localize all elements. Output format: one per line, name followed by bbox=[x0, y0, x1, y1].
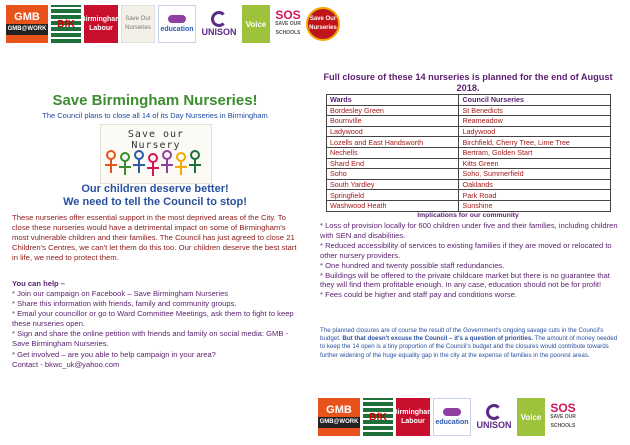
labour-logo bbox=[80, 5, 122, 43]
ward-cell: Bournville bbox=[327, 116, 459, 127]
unison-swirl-icon bbox=[211, 11, 227, 27]
unison-logo-text: UNISON bbox=[476, 420, 512, 430]
deserve-heading: Our children deserve better! bbox=[81, 183, 229, 195]
table-row bbox=[327, 190, 611, 201]
gmb-logo bbox=[6, 5, 48, 43]
education-dots-icon bbox=[168, 15, 186, 23]
implication-item: * One hundred and twenty possible staff redundancies. bbox=[320, 260, 505, 270]
voice-logo bbox=[517, 398, 545, 436]
nursery-cell: Soho, Summerfield bbox=[459, 169, 611, 180]
help-item: * Sign and share the online petition with friends and family on social media: GMB - Save Birmingham Nurseries. bbox=[12, 329, 289, 349]
nursery-cell: St Benedicts bbox=[459, 105, 611, 116]
closing-paragraph bbox=[320, 327, 620, 360]
table-row bbox=[327, 147, 611, 158]
labour-logo-text: Birmingham Labour bbox=[80, 16, 122, 32]
implication-item: * Loss of provision locally for 600 children under five and their families, including children with SEN and disabilities. bbox=[320, 221, 618, 240]
help-item: * Get involved – are you able to help campaign in your area? bbox=[12, 349, 216, 359]
unison-logo bbox=[199, 5, 239, 43]
nursery-cell: Bertram, Golden Start bbox=[459, 147, 611, 158]
gmb-logo-sub: GMB@WORK bbox=[318, 417, 360, 428]
ward-cell: Springfield bbox=[327, 190, 459, 201]
nursery-cell: Sunshine bbox=[459, 200, 611, 211]
unison-swirl-icon bbox=[486, 404, 502, 420]
closure-title: Full closure of these 14 nurseries is planned for the end of August 2018. bbox=[323, 72, 613, 93]
closing-text-start: The planned closures are of course the result of the Government's ongoing savage cuts in the Council's budget. bbox=[320, 327, 604, 343]
ward-cell: Shard End bbox=[327, 158, 459, 169]
education-logo bbox=[433, 398, 471, 436]
wards-table bbox=[326, 94, 611, 212]
table-row bbox=[327, 137, 611, 148]
implications-heading: Implications for our community bbox=[417, 212, 519, 219]
nursery-cell: Park Road bbox=[459, 190, 611, 201]
unison-logo bbox=[474, 398, 514, 436]
table-row bbox=[327, 116, 611, 127]
ward-cell: Bordesley Green bbox=[327, 105, 459, 116]
ward-cell: South Yardley bbox=[327, 179, 459, 190]
sos-logo-text: SOS bbox=[550, 400, 576, 415]
sos-logo-tag: SAVE OUR SCHOOLS bbox=[550, 413, 576, 429]
help-item: * Email your councillor or go to Ward Committee Meetings, ask them to fight to keep these nurseries open. bbox=[12, 309, 294, 329]
closing-emphasis: But that doesn't excuse the Council – it's a question of priorities. bbox=[342, 335, 534, 343]
table-row bbox=[327, 179, 611, 190]
table-row bbox=[327, 158, 611, 169]
sketch-logo-text: Save Our Nurseries bbox=[125, 16, 151, 31]
unison-logo-text: UNISON bbox=[201, 27, 237, 37]
wards-header: Wards bbox=[327, 95, 459, 106]
voice-logo bbox=[242, 5, 270, 43]
bfk-logo bbox=[363, 398, 393, 436]
can-help-heading: You can help – bbox=[12, 279, 66, 288]
implication-item: * Reduced accessibility of services to existing families if they are moved or relocated to other nursery providers. bbox=[320, 240, 612, 260]
labour-logo-text: Birmingham Labour bbox=[392, 409, 434, 425]
nursery-cell: Oaklands bbox=[459, 179, 611, 190]
sos-logo bbox=[548, 398, 578, 436]
table-row bbox=[327, 200, 611, 211]
voice-logo-text: Voice bbox=[245, 19, 267, 29]
bfk-logo-text: BfK bbox=[57, 18, 75, 30]
bfk-logo bbox=[51, 5, 81, 43]
page-title: Save Birmingham Nurseries! bbox=[52, 92, 258, 109]
intro-paragraph: These nurseries offer essential support in the most deprived areas of the City. To close these nurseries would have a detrimental impact on some of Birmingham's most vulnerable children and their families. The Council has just agreed to close 21 Children's Centres, we can't let them do this too. Our children deserve the best start in life, we need to protect them. bbox=[12, 213, 297, 263]
stop-heading: We need to tell the Council to stop! bbox=[63, 196, 247, 208]
ward-cell: Nechells bbox=[327, 147, 459, 158]
contact-email: Contact - bkwc_uk@yahoo.com bbox=[12, 359, 120, 369]
sos-logo-text: SOS bbox=[275, 7, 301, 22]
ward-cell: Lozells and East Handsworth bbox=[327, 137, 459, 148]
gmb-logo-sub: GMB@WORK bbox=[6, 24, 48, 35]
implications-list bbox=[320, 221, 620, 300]
nurseries-header: Council Nurseries bbox=[459, 95, 611, 106]
sos-logo-tag: SAVE OUR SCHOOLS bbox=[275, 20, 301, 36]
ward-cell: Washwood Heath bbox=[327, 200, 459, 211]
nursery-cell: Kitts Green bbox=[459, 158, 611, 169]
education-logo-text: education bbox=[160, 25, 194, 33]
bottom-logo-strip bbox=[318, 398, 578, 436]
labour-logo bbox=[392, 398, 434, 436]
circle-logo bbox=[306, 7, 340, 41]
nursery-cell: Reameadow bbox=[459, 116, 611, 127]
gmb-logo-text: GMB bbox=[326, 404, 352, 416]
bfk-logo-text: BfK bbox=[369, 411, 387, 423]
education-logo-text: education bbox=[435, 418, 469, 426]
gmb-logo bbox=[318, 398, 360, 436]
ward-cell: Soho bbox=[327, 169, 459, 180]
education-logo bbox=[158, 5, 196, 43]
table-row bbox=[327, 169, 611, 180]
voice-logo-text: Voice bbox=[520, 412, 542, 422]
table-row bbox=[327, 126, 611, 137]
sketch-logo bbox=[121, 5, 155, 43]
implication-item: * Buildings will be offered to the private childcare market but there is no guarantee that they will find them profitable enough. In any case, education should not be for profit! bbox=[320, 270, 610, 290]
nursery-cell: Ladywood bbox=[459, 126, 611, 137]
help-item: * Join our campaign on Facebook – Save Birmingham Nurseries bbox=[12, 289, 229, 298]
gmb-logo-text: GMB bbox=[14, 11, 40, 23]
drawing-banner: Save our Nursery bbox=[127, 129, 185, 151]
top-logo-strip bbox=[6, 5, 340, 43]
circle-logo-text: Save Our Nurseries bbox=[309, 16, 337, 31]
closing-text-end: The amount of money needed to keep the 14 open is a tiny proportion of the Council's budget and the closures would contribute towards further widening of the huge equality gap in the city at the expense of families in the poorest areas. bbox=[320, 335, 618, 359]
children-drawing bbox=[100, 124, 212, 184]
help-list bbox=[12, 289, 302, 370]
education-dots-icon bbox=[443, 408, 461, 416]
children-figures-icon bbox=[101, 147, 211, 183]
page-subtitle: The Council plans to close all 14 of its Day Nurseries in Birmingham bbox=[42, 111, 268, 120]
sos-logo bbox=[273, 5, 303, 43]
table-row bbox=[327, 105, 611, 116]
help-item: * Share this information with friends, family and community groups. bbox=[12, 299, 237, 309]
nursery-cell: Birchfield, Cherry Tree, Lime Tree bbox=[459, 137, 611, 148]
implication-item: * Fees could be higher and staff pay and conditions worse. bbox=[320, 290, 517, 300]
ward-cell: Ladywood bbox=[327, 126, 459, 137]
table-header-row bbox=[327, 95, 611, 106]
